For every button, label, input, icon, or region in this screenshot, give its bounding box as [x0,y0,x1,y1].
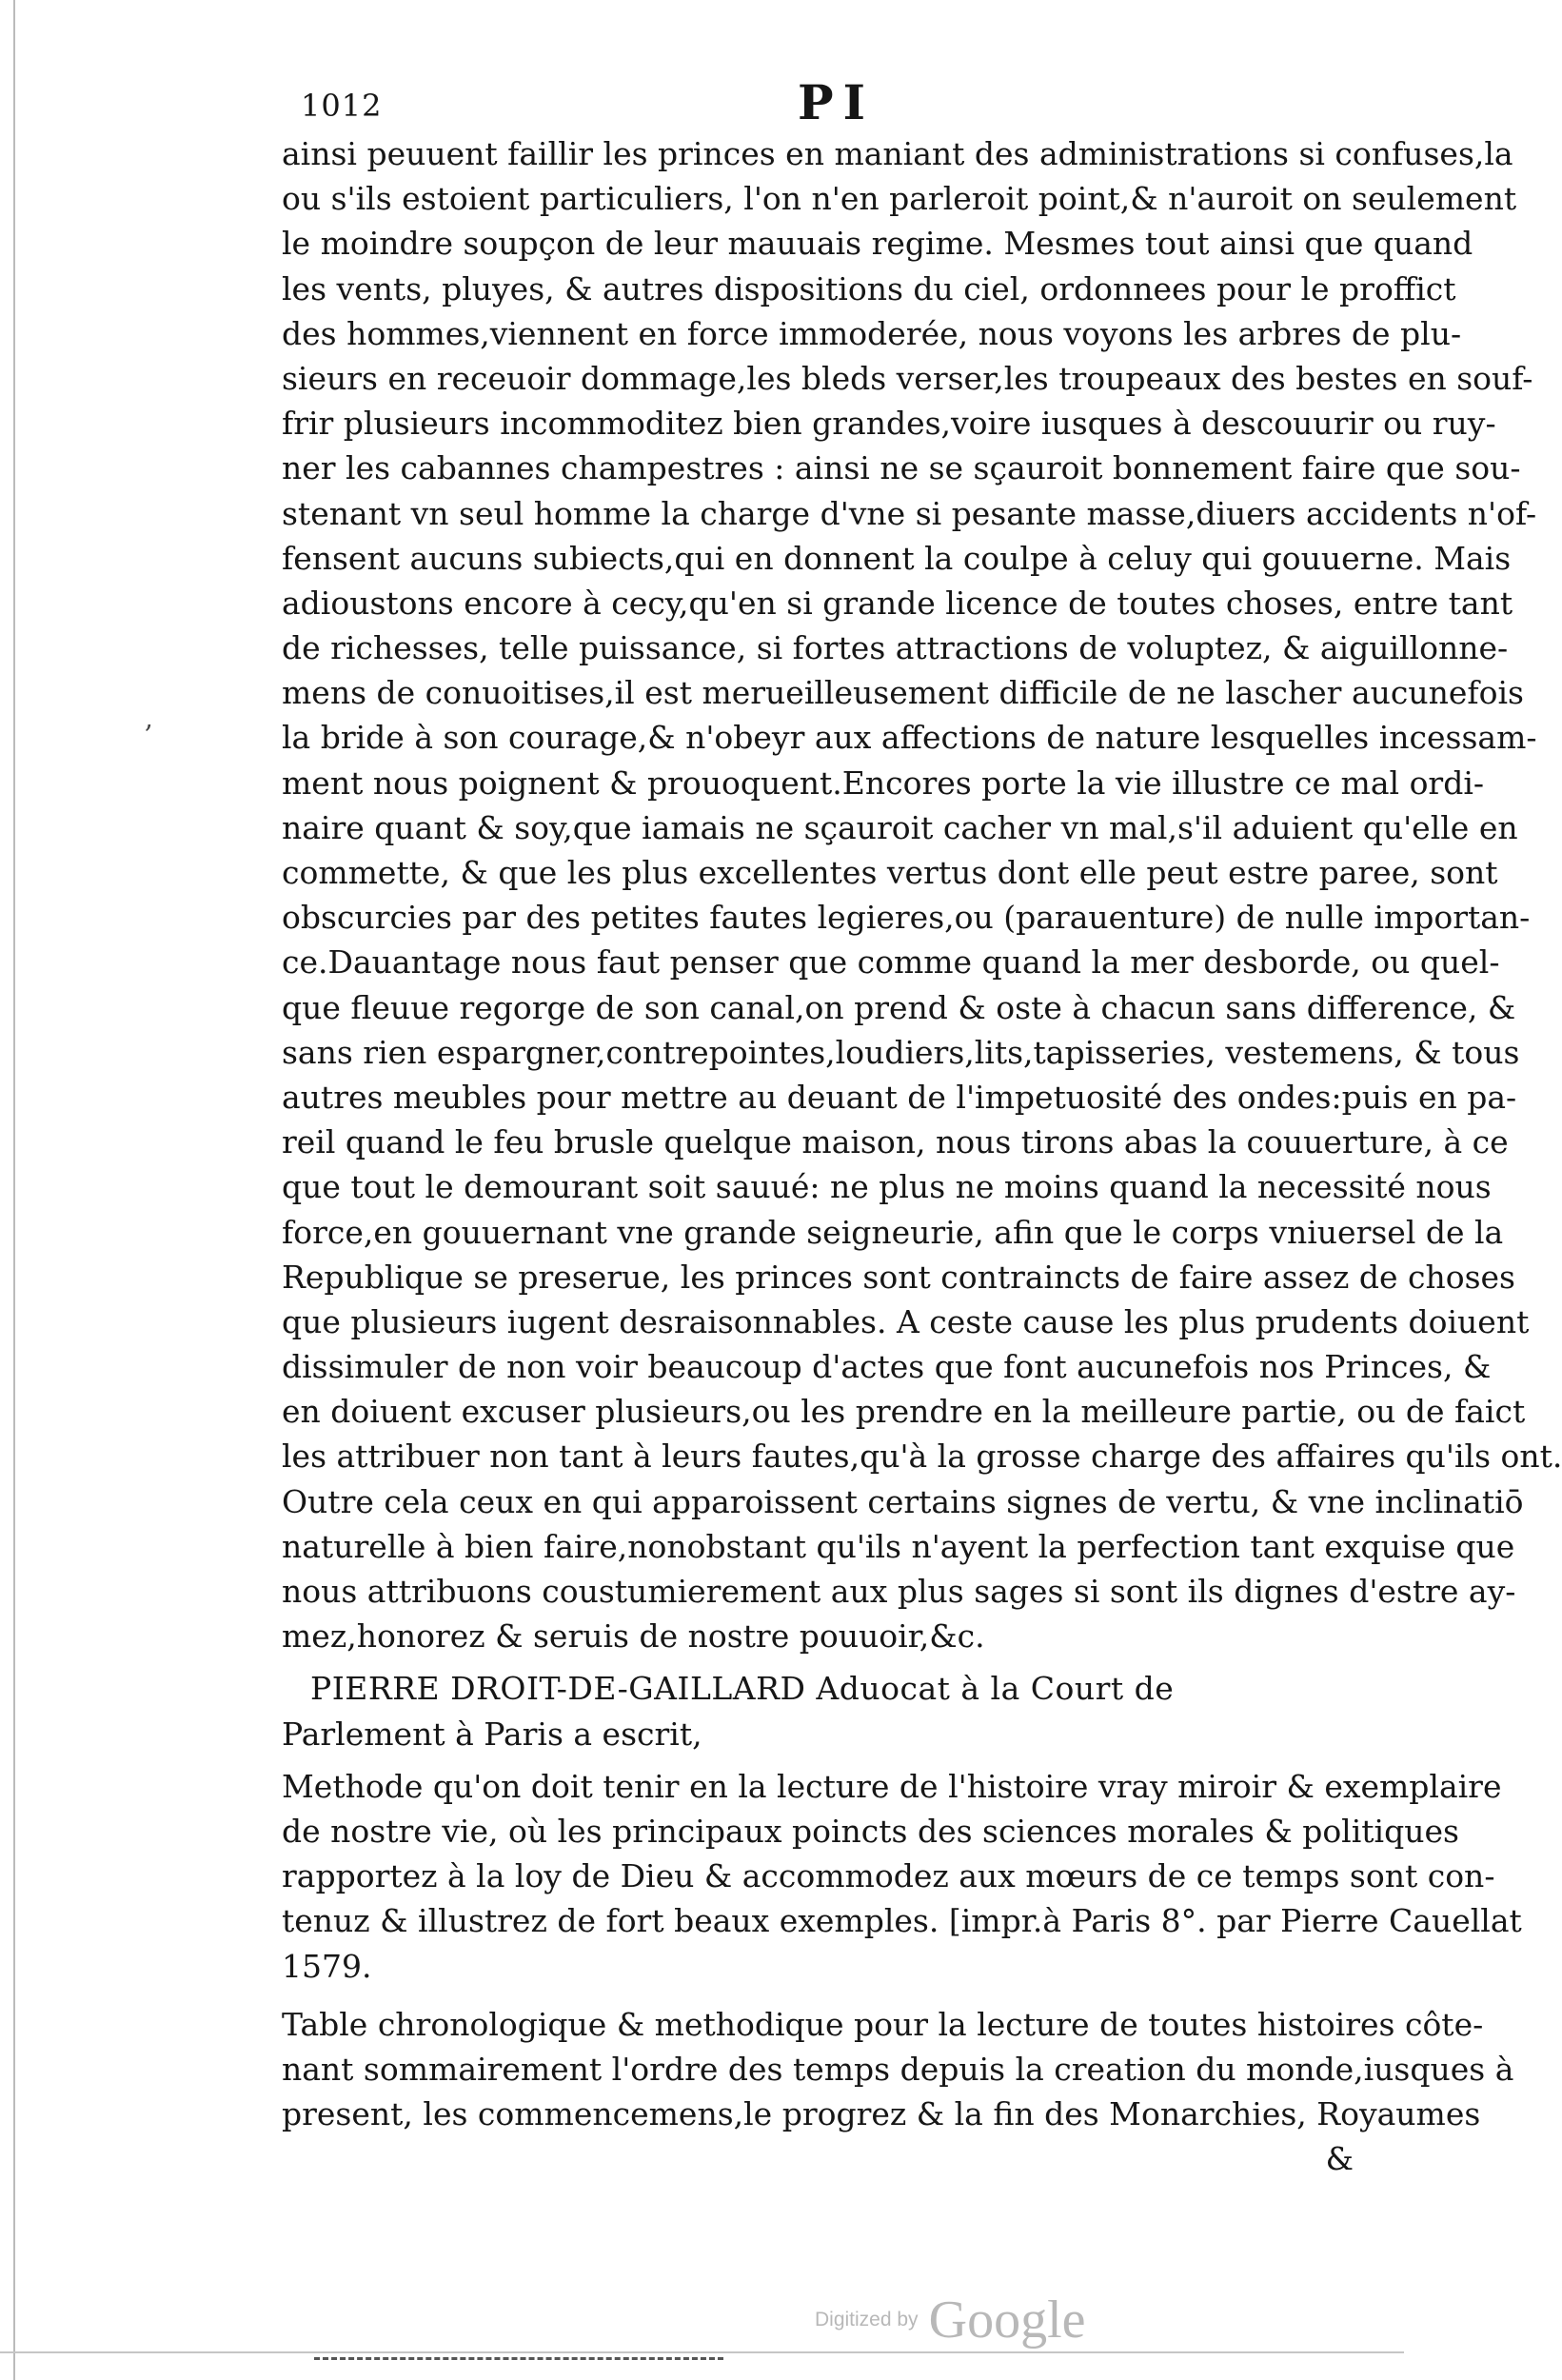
watermark-prefix: Digitized by [815,2309,919,2330]
text-line: sans rien espargner,contrepointes,loudiers,lits,tapisseries, vestemens, & tous [282,1033,1520,1071]
work-title-line: de nostre vie, où les principaux poincts des sciences morales & politiques [282,1812,1459,1850]
text-line: mez,honorez & seruis de nostre pouuoir,&c. [282,1617,985,1656]
text-line: la bride à son courage,& n'obeyr aux affections de nature lesquelles incessam- [282,719,1537,757]
text-line: le moindre soupçon de leur mauuais regime. Mesmes tout ainsi que quand [282,225,1473,263]
text-line: dissimuler de non voir beaucoup d'actes que font aucunefois nos Princes, & [282,1348,1492,1386]
bottom-edge-marks [314,2357,723,2366]
text-line: force,en gouuernant vne grande seigneurie, afin que le corps vniuersel de la [282,1213,1504,1251]
text-line: des hommes,viennent en force immoderée, nous voyons les arbres de plu- [282,314,1462,352]
running-head: PI [798,74,875,130]
body-paragraph [282,131,1562,1658]
work-title-line: rapportez à la loy de Dieu & accommodez aux mœurs de ce temps sont con- [282,1857,1495,1895]
text-line: ainsi peuuent faillir les princes en maniant des administrations si confuses,la [282,135,1513,172]
text-line: que tout le demourant soit sauué: ne plus ne moins quand la necessité nous [282,1168,1492,1206]
text-line: Republique se preserue, les princes sont contraincts de faire assez de choses [282,1258,1515,1296]
bibliography-entry [282,1666,1522,2181]
author-heading: PIERRE DROIT-DE-GAILLARD Aduocat à la Court de [310,1670,1175,1708]
text-line: naturelle à bien faire,nonobstant qu'ils n'ayent la perfection tant exquise que [282,1527,1515,1565]
text-line: en doiuent excuser plusieurs,ou les prendre en la meilleure partie, ou de faict [282,1393,1526,1431]
text-line: Outre cela ceux en qui apparoissent certains signes de vertu, & vne inclinatiō [282,1482,1524,1520]
text-line: sieurs en receuoir dommage,les bleds verser,les troupeaux des bestes en souf- [282,359,1533,397]
page-bottom-edge [0,2351,1404,2353]
catchword: & [1325,2140,1354,2178]
text-block [282,131,1562,2181]
text-line: que plusieurs iugent desraisonnables. A ceste cause les plus prudents doiuent [282,1302,1530,1340]
page-number: 1012 [301,88,383,124]
text-line: stenant vn seul homme la charge d'vne si pesante masse,diuers accidents n'of- [282,494,1537,532]
text-line: ou s'ils estoient particuliers, l'on n'en parleroit point,& n'auroit on seulement [282,180,1517,218]
google-logo: Google [928,2291,1086,2350]
work-title-line: tenuz & illustrez de fort beaux exemples. [impr.à Paris 8°. par Pierre Cauellat [282,1902,1522,1940]
text-line: autres meubles pour mettre au deuant de l'impetuosité des ondes:puis en pa- [282,1078,1517,1116]
margin-mark: , [145,703,153,734]
text-line: ner les cabannes champestres : ainsi ne se sçauroit bonnement faire que sou- [282,449,1521,487]
text-line: que fleuue regorge de son canal,on prend & oste à chacun sans difference, & [282,988,1516,1026]
text-line: ment nous poignent & prouoquent.Encores porte la vie illustre ce mal ordi- [282,764,1485,802]
text-line: commette, & que les plus excellentes vertus dont elle peut estre paree, sont [282,854,1498,891]
text-line: de richesses, telle puissance, si fortes attractions de voluptez, & aiguillonne- [282,629,1509,667]
text-line: frir plusieurs incommoditez bien grandes,voire iusques à descouurir ou ruy- [282,405,1496,443]
text-line: obscurcies par des petites fautes legieres,ou (parauenture) de nulle importan- [282,899,1531,937]
text-line: les vents, pluyes, & autres dispositions du ciel, ordonnees pour le proffict [282,269,1456,307]
work-title-line: present, les commencemens,le progrez & la fin des Monarchies, Royaumes [282,2095,1481,2133]
text-line: naire quant & soy,que iamais ne sçauroit cacher vn mal,s'il aduient qu'elle en [282,808,1518,846]
text-line: reil quand le feu brusle quelque maison, nous tirons abas la couuerture, à ce [282,1123,1509,1161]
publication-year: 1579. [282,1947,372,1985]
text-line: ce.Dauantage nous faut penser que comme quand la mer desborde, ou quel- [282,943,1500,982]
text-line: adioustons encore à cecy,qu'en si grande licence de toutes choses, entre tant [282,584,1513,622]
text-line: fensent aucuns subiects,qui en donnent la coulpe à celuy qui gouuerne. Mais [282,539,1512,577]
work-title-line: nant sommairement l'ordre des temps depuis la creation du monde,iusques à [282,2050,1514,2088]
text-line: mens de conuoitises,il est merueilleusement difficile de ne lascher aucunefois [282,674,1524,712]
work-title-line: Table chronologique & methodique pour la lecture de toutes histoires côte- [282,2005,1484,2043]
work-title-line: Methode qu'on doit tenir en la lecture de l'histoire vray miroir & exemplaire [282,1767,1502,1805]
digitization-watermark [815,2290,1086,2350]
text-line: Parlement à Paris a escrit, [282,1715,702,1753]
page-left-edge [0,0,15,2380]
text-line: nous attribuons coustumierement aux plus sages si sont ils dignes d'estre ay- [282,1573,1516,1610]
text-line: les attribuer non tant à leurs fautes,qu'à la grosse charge des affaires qu'ils ont. [282,1438,1562,1476]
